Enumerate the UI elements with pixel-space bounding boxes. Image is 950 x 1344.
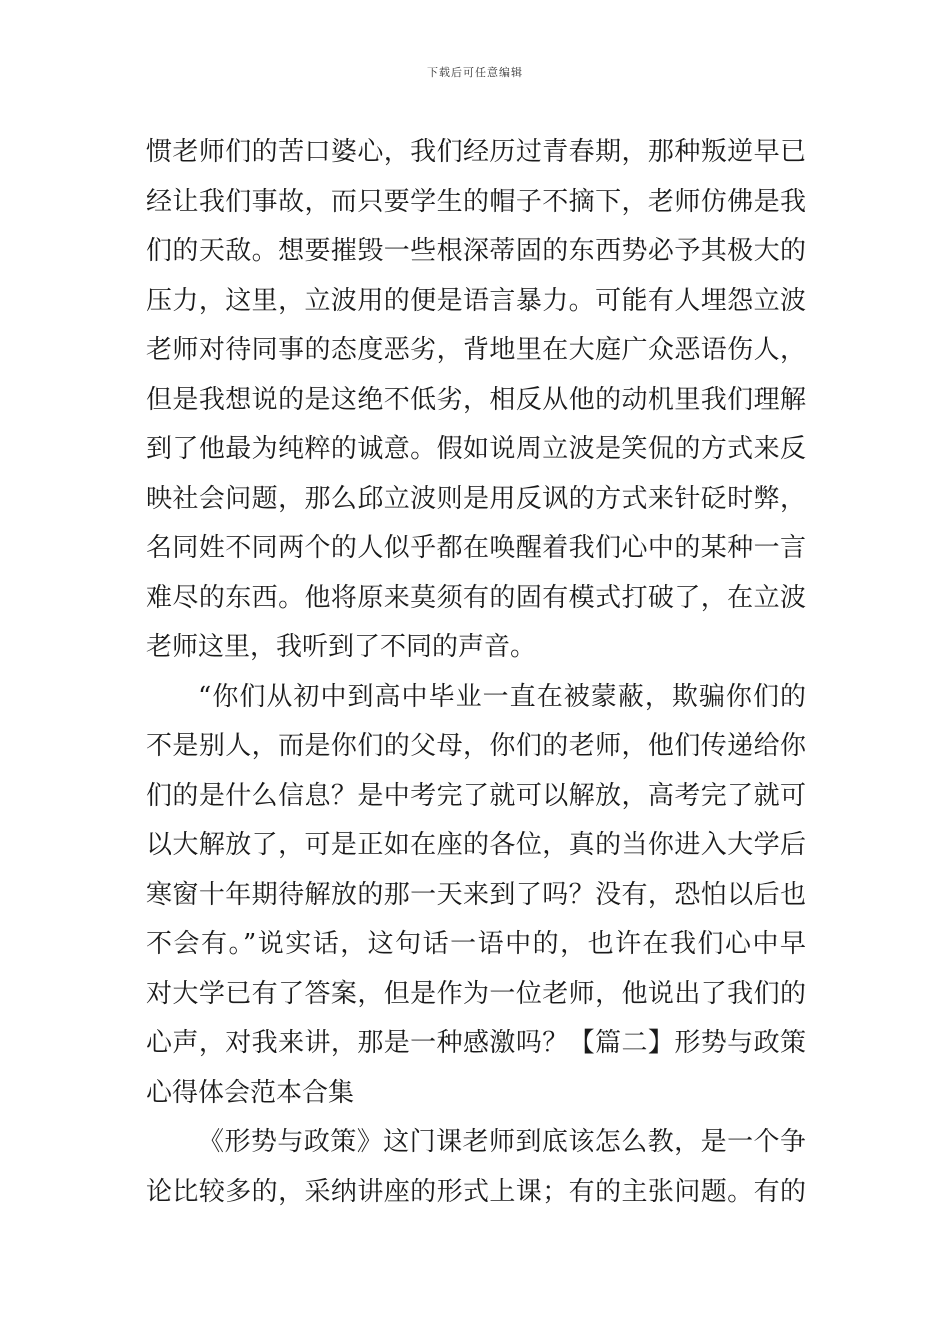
paragraph-1 [146, 128, 806, 673]
text-line: 难尽的东西。他将原来莫须有的固有模式打破了，在立波 [146, 582, 806, 613]
text-line: 惯老师们的苦口婆心，我们经历过青春期，那种叛逆早已 [146, 137, 806, 167]
page-header: 下载后可任意编辑 [427, 66, 523, 79]
text-line: 们的天敌。想要摧毁一些根深蒂固的东西势必予其极大的 [146, 236, 806, 266]
text-line: 不会有。”说实话，这句话一语中的，也许在我们心中早 [146, 929, 806, 959]
text-line: 压力，这里，立波用的便是语言暴力。可能有人埋怨立波 [146, 285, 806, 316]
text-line: 但是我想说的是这绝不低劣，相反从他的动机里我们理解 [146, 384, 806, 415]
text-line: “你们从初中到高中毕业一直在被蒙蔽，欺骗你们的 [198, 681, 806, 712]
text-line: 经让我们事故，而只要学生的帽子不摘下，老师仿佛是我 [146, 186, 806, 217]
document-body [146, 128, 806, 1217]
text-line: 老师这里，我听到了不同的声音。 [146, 632, 537, 662]
paragraph-3 [146, 1118, 806, 1217]
text-line: 心声，对我来讲，那是一种感激吗？【篇二】形势与政策 [146, 1028, 806, 1058]
text-line: 映社会问题，那么邱立波则是用反讽的方式来针砭时弊， [146, 483, 806, 514]
text-line: 对大学已有了答案，但是作为一位老师，他说出了我们的 [146, 978, 806, 1009]
text-line: 们的是什么信息？是中考完了就可以解放，高考完了就可 [146, 780, 806, 811]
text-line: 以大解放了，可是正如在座的各位，真的当你进入大学后 [146, 830, 806, 860]
text-line: 论比较多的，采纳讲座的形式上课；有的主张问题。有的 [146, 1176, 806, 1207]
paragraph-2 [146, 673, 806, 1119]
text-line: 老师对待同事的态度恶劣，背地里在大庭广众恶语伤人， [146, 335, 806, 365]
text-line: 《形势与政策》这门课老师到底该怎么教，是一个争 [198, 1127, 806, 1157]
text-line: 名同姓不同两个的人似乎都在唤醒着我们心中的某种一言 [146, 533, 806, 563]
text-line: 心得体会范本合集 [146, 1077, 355, 1108]
text-line: 寒窗十年期待解放的那一天来到了吗？没有，恐怕以后也 [146, 879, 806, 910]
text-line: 到了他最为纯粹的诚意。假如说周立波是笑侃的方式来反 [146, 434, 806, 464]
text-line: 不是别人，而是你们的父母，你们的老师，他们传递给你 [146, 731, 806, 761]
